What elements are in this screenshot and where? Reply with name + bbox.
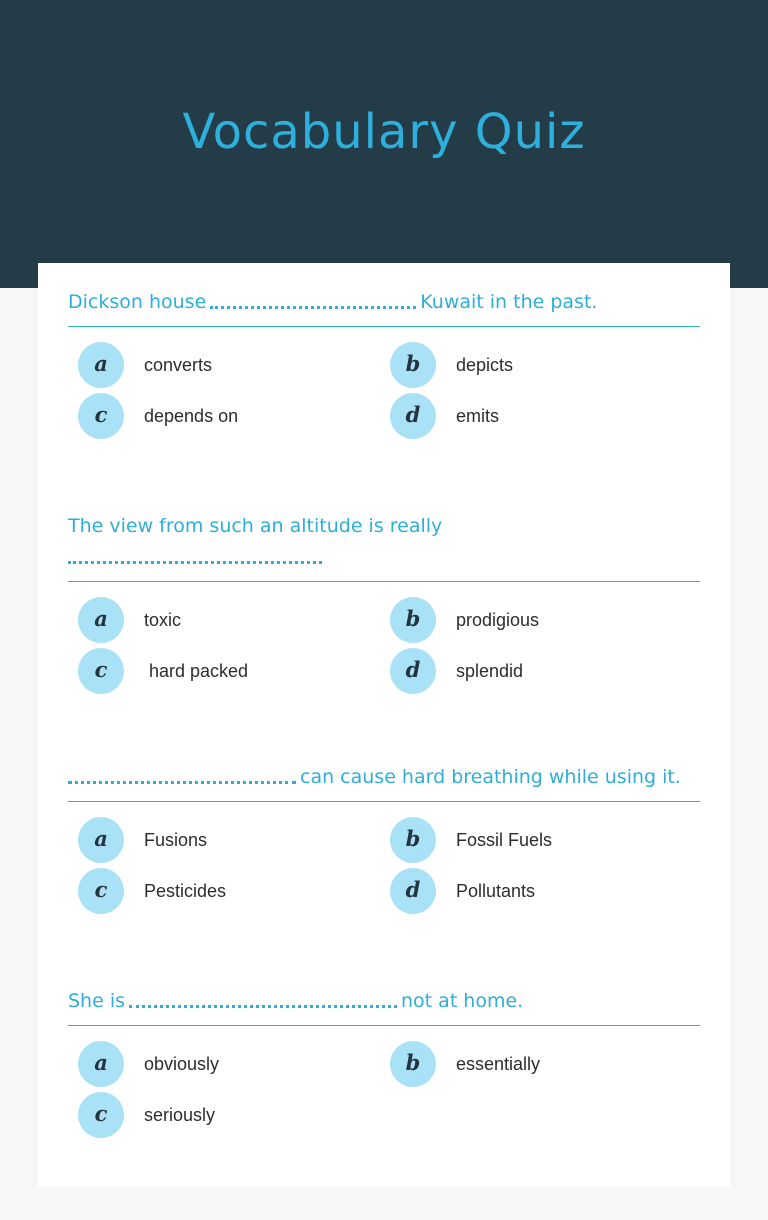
option-label: Fusions bbox=[144, 830, 208, 850]
option-label: prodigious bbox=[456, 610, 540, 630]
question-text-after: Kuwait in the past. bbox=[420, 291, 598, 313]
question-1 bbox=[68, 287, 700, 427]
option-letter-badge: b bbox=[390, 1041, 436, 1087]
question-3 bbox=[68, 762, 700, 902]
option-a[interactable] bbox=[68, 597, 368, 643]
option-letter-badge: c bbox=[78, 648, 124, 694]
option-letter-badge: d bbox=[390, 648, 436, 694]
option-a[interactable] bbox=[68, 342, 368, 388]
option-label: essentially bbox=[456, 1054, 541, 1074]
option-b[interactable] bbox=[380, 342, 680, 388]
option-label: depends on bbox=[144, 406, 239, 426]
option-c[interactable] bbox=[68, 393, 368, 439]
option-label: splendid bbox=[456, 661, 524, 681]
option-label: Pesticides bbox=[144, 881, 227, 901]
answer-blank bbox=[68, 552, 322, 564]
option-letter-badge: a bbox=[78, 597, 124, 643]
option-label: Pollutants bbox=[456, 881, 536, 901]
option-letter-badge: b bbox=[390, 817, 436, 863]
question-text-before: She is bbox=[68, 990, 126, 1012]
question-text bbox=[68, 287, 700, 327]
option-letter-badge: a bbox=[78, 342, 124, 388]
option-label: converts bbox=[144, 355, 213, 375]
option-b[interactable] bbox=[380, 817, 680, 863]
option-letter-badge: c bbox=[78, 1092, 124, 1138]
question-text bbox=[68, 986, 700, 1026]
question-2 bbox=[68, 511, 700, 682]
answer-blank bbox=[129, 996, 397, 1008]
option-letter-badge: b bbox=[390, 597, 436, 643]
option-label: obviously bbox=[144, 1054, 220, 1074]
answer-blank bbox=[210, 297, 416, 309]
option-c[interactable] bbox=[68, 1092, 368, 1138]
option-b[interactable] bbox=[380, 1041, 680, 1087]
option-label: Fossil Fuels bbox=[456, 830, 553, 850]
option-d[interactable] bbox=[380, 393, 680, 439]
option-a[interactable] bbox=[68, 817, 368, 863]
quiz-card bbox=[38, 263, 730, 1187]
option-c[interactable] bbox=[68, 648, 368, 694]
question-text-after: can cause hard breathing while using it. bbox=[300, 766, 681, 788]
question-text bbox=[68, 762, 700, 802]
option-label: hard packed bbox=[144, 661, 249, 681]
question-text bbox=[68, 511, 700, 582]
question-text-before: Dickson house bbox=[68, 291, 207, 313]
option-letter-badge: d bbox=[390, 868, 436, 914]
option-label: toxic bbox=[144, 610, 182, 630]
option-d[interactable] bbox=[380, 648, 680, 694]
option-letter-badge: c bbox=[78, 393, 124, 439]
option-label: depicts bbox=[456, 355, 514, 375]
question-text-before: The view from such an altitude is really bbox=[68, 515, 443, 537]
option-b[interactable] bbox=[380, 597, 680, 643]
header-banner bbox=[0, 0, 768, 288]
option-letter-badge: d bbox=[390, 393, 436, 439]
option-label: emits bbox=[456, 406, 500, 426]
option-letter-badge: a bbox=[78, 1041, 124, 1087]
question-text-after: not at home. bbox=[401, 990, 524, 1012]
question-4 bbox=[68, 986, 700, 1126]
option-c[interactable] bbox=[68, 868, 368, 914]
option-d[interactable] bbox=[380, 868, 680, 914]
page-title: Vocabulary Quiz bbox=[182, 104, 586, 160]
option-letter-badge: a bbox=[78, 817, 124, 863]
option-letter-badge: b bbox=[390, 342, 436, 388]
option-letter-badge: c bbox=[78, 868, 124, 914]
option-label: seriously bbox=[144, 1105, 216, 1125]
option-a[interactable] bbox=[68, 1041, 368, 1087]
answer-blank bbox=[68, 772, 296, 784]
